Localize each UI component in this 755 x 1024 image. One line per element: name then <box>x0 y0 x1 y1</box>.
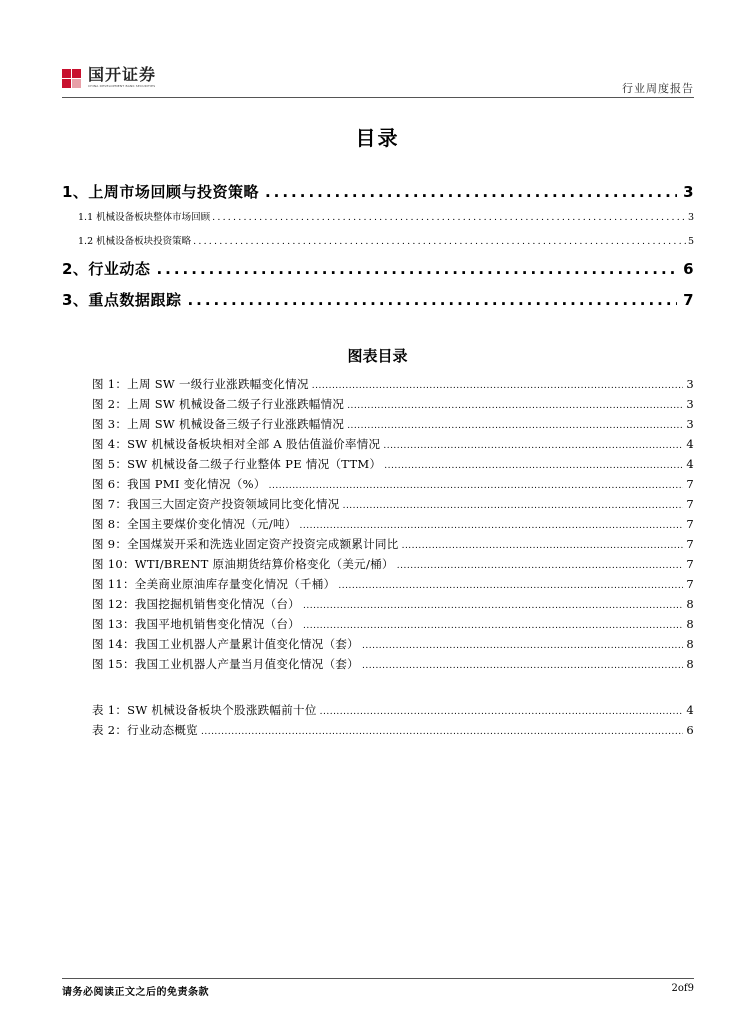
toc-entry-label: 2、行业动态 <box>62 260 151 278</box>
dot-leader <box>193 236 686 247</box>
figure-entry-label: 图 6：我国 PMI 变化情况（%） <box>92 477 266 491</box>
figure-entry-page: 7 <box>686 497 694 511</box>
figure-entry[interactable] <box>92 396 694 412</box>
dot-leader <box>300 517 684 531</box>
figure-entry-page: 7 <box>686 477 694 491</box>
table-entry[interactable] <box>92 702 694 718</box>
dot-leader <box>212 212 686 223</box>
figure-entry-page: 7 <box>686 537 694 551</box>
figure-entry-page: 4 <box>686 457 694 471</box>
toc-entry[interactable] <box>62 181 694 202</box>
figure-entry[interactable] <box>92 536 694 552</box>
figure-entry-label: 图 9：全国煤炭开采和洗选业固定资产投资完成额累计同比 <box>92 537 399 551</box>
table-entry-label: 表 1：SW 机械设备板块个股涨跌幅前十位 <box>92 703 317 717</box>
figure-entry-label: 图 2：上周 SW 机械设备二级子行业涨跌幅情况 <box>92 397 345 411</box>
page-number: 2of9 <box>671 983 694 994</box>
dot-leader <box>402 537 684 551</box>
figure-entry-label: 图 15：我国工业机器人产量当月值变化情况（套） <box>92 657 359 671</box>
figure-entry-label: 图 10：WTI/BRENT 原油期货结算价格变化（美元/桶） <box>92 557 394 571</box>
dot-leader <box>343 497 684 511</box>
figure-entry[interactable] <box>92 516 694 532</box>
toc-entry-label: 3、重点数据跟踪 <box>62 291 182 309</box>
disclaimer-note: 请务必阅读正文之后的免责条款 <box>62 987 209 998</box>
dot-leader <box>383 437 683 451</box>
dot-leader <box>320 703 684 717</box>
figure-list-title: 图表目录 <box>347 347 408 365</box>
table-entry[interactable] <box>92 722 694 738</box>
figure-entry-page: 3 <box>686 377 694 391</box>
figure-entry-page: 4 <box>686 437 694 451</box>
table-entry-label: 表 2：行业动态概览 <box>92 723 198 737</box>
logo-mark-icon <box>62 69 82 89</box>
figure-entry-label: 图 11：全美商业原油库存量变化情况（千桶） <box>92 577 336 591</box>
toc-entry[interactable] <box>62 289 694 310</box>
dot-leader <box>312 377 684 391</box>
dot-leader <box>265 183 677 201</box>
figure-entry-page: 8 <box>686 597 694 611</box>
figure-entry[interactable] <box>92 436 694 452</box>
table-entry-page: 6 <box>686 723 694 737</box>
dot-leader <box>187 291 677 309</box>
figure-entry-page: 8 <box>686 657 694 671</box>
figure-entry[interactable] <box>92 616 694 632</box>
figure-entry[interactable] <box>92 476 694 492</box>
dot-leader <box>303 617 683 631</box>
dot-leader <box>303 597 683 611</box>
figure-entry[interactable] <box>92 596 694 612</box>
toc-entry-page: 3 <box>687 212 694 223</box>
toc-title: 目录 <box>355 126 400 150</box>
figure-entry-label: 图 13：我国平地机销售变化情况（台） <box>92 617 300 631</box>
toc-entry-page: 5 <box>687 236 694 247</box>
dot-leader <box>347 397 683 411</box>
figure-entry[interactable] <box>92 576 694 592</box>
company-logo <box>62 66 156 94</box>
figure-entry-label: 图 14：我国工业机器人产量累计值变化情况（套） <box>92 637 359 651</box>
figure-entry[interactable] <box>92 376 694 392</box>
dot-leader <box>397 557 684 571</box>
figure-entry-page: 7 <box>686 517 694 531</box>
dot-leader <box>347 417 683 431</box>
figure-entry[interactable] <box>92 416 694 432</box>
dot-leader <box>362 637 683 651</box>
footer-divider <box>62 978 694 979</box>
figure-entry-label: 图 4：SW 机械设备板块相对全部 A 股估值溢价率情况 <box>92 437 381 451</box>
toc-entry-page: 6 <box>683 260 694 278</box>
figure-entry-page: 8 <box>686 617 694 631</box>
figure-entry-label: 图 12：我国挖掘机销售变化情况（台） <box>92 597 300 611</box>
header-divider <box>62 97 694 98</box>
toc-entry[interactable] <box>62 258 694 279</box>
figure-entry-page: 7 <box>686 577 694 591</box>
figure-entry[interactable] <box>92 556 694 572</box>
dot-leader <box>269 477 684 491</box>
toc-entry[interactable] <box>62 233 694 247</box>
dot-leader <box>362 657 683 671</box>
figure-entry[interactable] <box>92 656 694 672</box>
toc-entry-page: 7 <box>683 291 694 309</box>
figure-entry-page: 7 <box>686 557 694 571</box>
toc-entry-label: 1.2 机械设备板块投资策略 <box>78 236 192 247</box>
figure-entry-page: 3 <box>686 417 694 431</box>
figure-entry[interactable] <box>92 496 694 512</box>
figure-entry-label: 图 7：我国三大固定资产投资领域同比变化情况 <box>92 497 340 511</box>
table-entry-page: 4 <box>686 703 694 717</box>
figure-entry[interactable] <box>92 456 694 472</box>
dot-leader <box>338 577 683 591</box>
figure-entry-label: 图 8：全国主要煤价变化情况（元/吨） <box>92 517 297 531</box>
toc-entry[interactable] <box>62 209 694 223</box>
figure-entry[interactable] <box>92 636 694 652</box>
dot-leader <box>201 723 683 737</box>
toc-entry-page: 3 <box>683 183 694 201</box>
toc-entry-label: 1、上周市场回顾与投资策略 <box>62 183 259 201</box>
logo-subtitle: CHINA DEVELOPMENT BANK SECURITIES <box>88 84 156 88</box>
report-type: 行业周度报告 <box>622 82 694 95</box>
logo-name: 国开证券 <box>88 65 157 84</box>
dot-leader <box>156 260 677 278</box>
figure-entry-page: 3 <box>686 397 694 411</box>
figure-entry-label: 图 3：上周 SW 机械设备三级子行业涨跌幅情况 <box>92 417 345 431</box>
toc-entry-label: 1.1 机械设备板块整体市场回顾 <box>78 212 211 223</box>
dot-leader <box>384 457 683 471</box>
figure-entry-page: 8 <box>686 637 694 651</box>
figure-entry-label: 图 5：SW 机械设备二级子行业整体 PE 情况（TTM） <box>92 457 382 471</box>
figure-entry-label: 图 1：上周 SW 一级行业涨跌幅变化情况 <box>92 377 309 391</box>
page-header <box>62 66 694 96</box>
